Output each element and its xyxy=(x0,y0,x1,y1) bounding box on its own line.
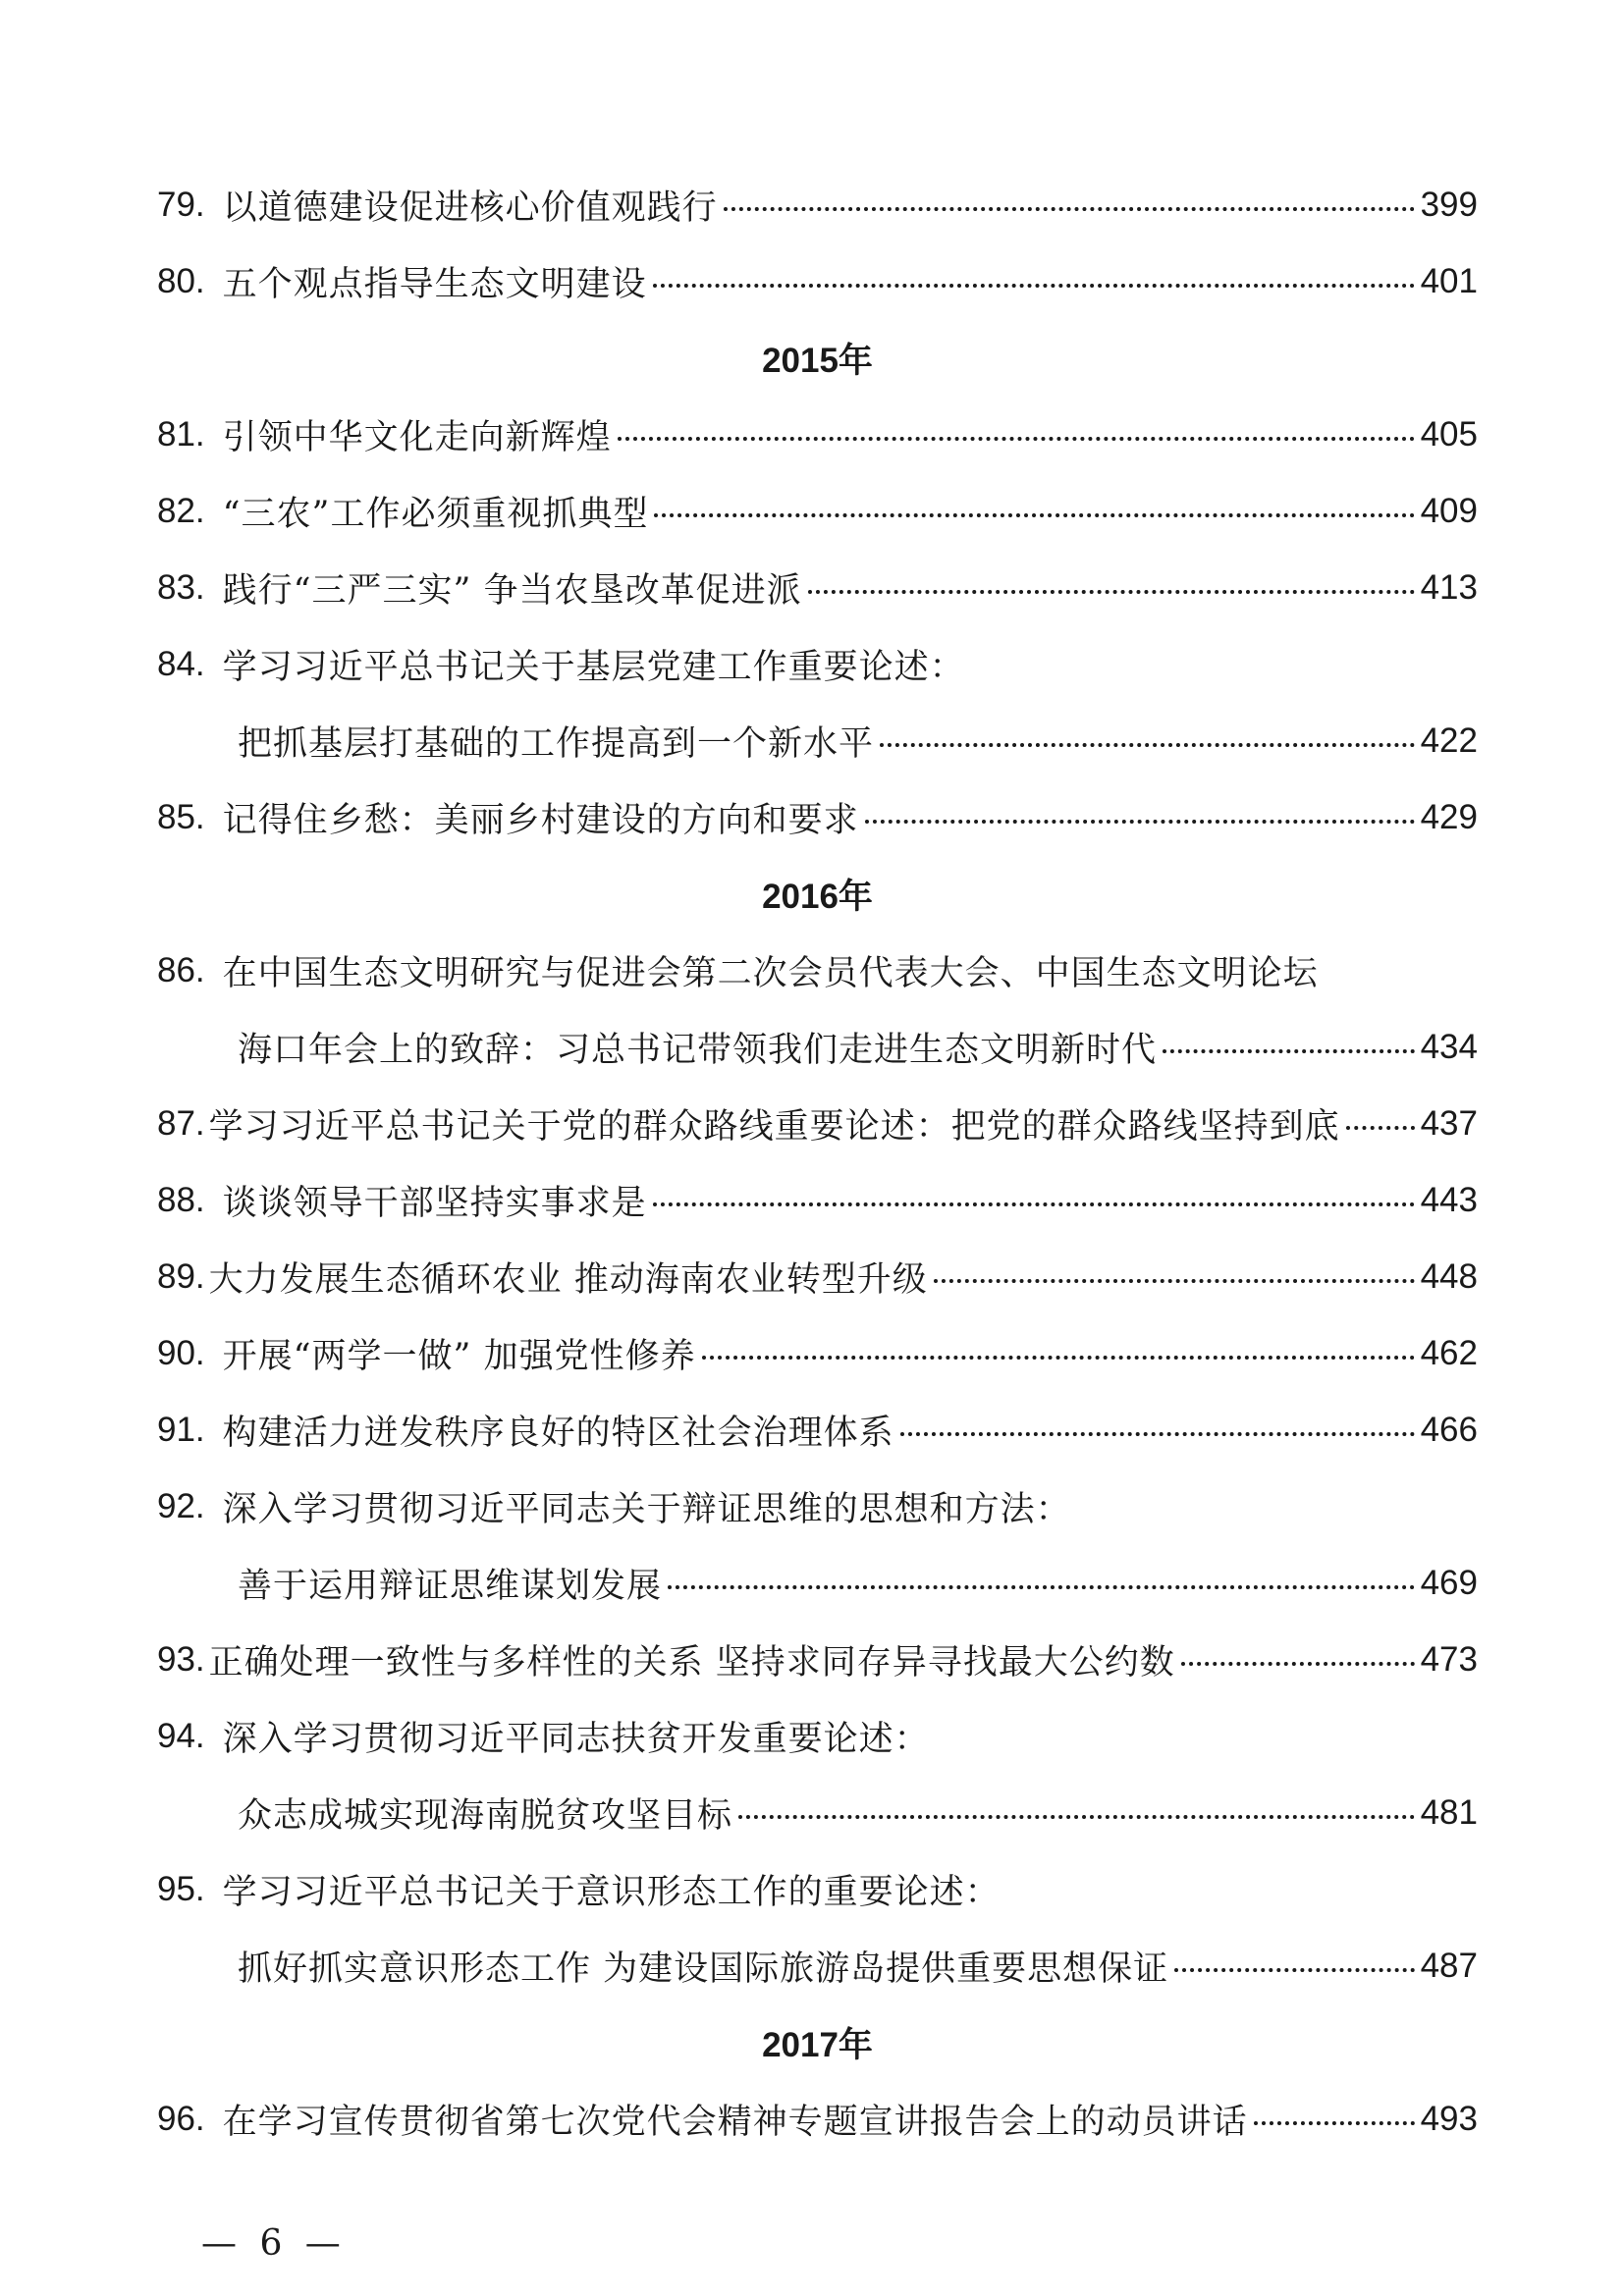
entry-page-number: 493 xyxy=(1420,2100,1478,2138)
entry-title: 学习习近平总书记关于党的群众路线重要论述：把党的群众路线坚持到底 xyxy=(208,1107,1340,1147)
entry-page-number: 473 xyxy=(1420,1640,1478,1679)
entry-title: 践行“三严三实” 争当农垦改革促进派 xyxy=(222,571,802,611)
entry-title: 开展“两学一做” 加强党性修养 xyxy=(222,1337,696,1376)
toc-entry[interactable] xyxy=(157,1162,1478,1239)
toc-entry[interactable] xyxy=(157,779,1478,856)
entry-number: 83. xyxy=(157,568,205,607)
entry-number: 88. xyxy=(157,1181,205,1219)
entry-number: 87. xyxy=(157,1104,205,1143)
dot-leader xyxy=(880,743,1415,747)
entry-page-number: 469 xyxy=(1420,1564,1478,1602)
toc-entry[interactable] xyxy=(157,397,1478,473)
entry-page-number: 437 xyxy=(1420,1104,1478,1143)
toc-entry[interactable] xyxy=(157,626,1478,703)
entry-title: 以道德建设促进核心价值观践行 xyxy=(222,188,718,228)
entry-page-number: 448 xyxy=(1420,1257,1478,1296)
toc-entry[interactable] xyxy=(157,1239,1478,1315)
toc-entry[interactable] xyxy=(157,473,1478,550)
entry-page-number: 481 xyxy=(1420,1793,1478,1832)
entry-number: 82. xyxy=(157,492,205,530)
dot-leader xyxy=(653,1202,1415,1206)
entry-number: 95. xyxy=(157,1870,205,1908)
toc-entry[interactable] xyxy=(157,1622,1478,1698)
entry-page-number: 429 xyxy=(1420,798,1478,836)
entry-number: 93. xyxy=(157,1640,205,1679)
toc-entry[interactable] xyxy=(157,933,1478,1009)
entry-title: 抓好抓实意识形态工作 为建设国际旅游岛提供重要思想保证 xyxy=(238,1949,1169,1989)
entry-title: 正确处理一致性与多样性的关系 坚持求同存异寻找最大公约数 xyxy=(208,1643,1175,1682)
toc-entry-continuation[interactable] xyxy=(157,1009,1478,1086)
entry-page-number: 399 xyxy=(1420,186,1478,224)
entry-title: 深入学习贯彻习近平同志关于辩证思维的思想和方法： xyxy=(222,1490,1071,1529)
toc-entry-continuation[interactable] xyxy=(157,1928,1478,2004)
year-heading: 2017年 xyxy=(762,2026,873,2064)
toc-entry[interactable] xyxy=(157,1698,1478,1775)
entry-number: 96. xyxy=(157,2100,205,2138)
dot-leader xyxy=(808,590,1415,594)
entry-title: 谈谈领导干部坚持实事求是 xyxy=(222,1184,647,1223)
dot-leader xyxy=(934,1279,1415,1283)
dot-leader xyxy=(618,437,1415,441)
entry-number: 79. xyxy=(157,186,205,224)
toc-entry-continuation[interactable] xyxy=(157,1545,1478,1622)
entry-title: 大力发展生态循环农业 推动海南农业转型升级 xyxy=(208,1260,928,1300)
entry-page-number: 434 xyxy=(1420,1028,1478,1066)
toc-entry[interactable] xyxy=(157,1468,1478,1545)
toc-entry[interactable] xyxy=(157,1392,1478,1468)
entry-title: 海口年会上的致辞：习总书记带领我们走进生态文明新时代 xyxy=(238,1031,1158,1070)
entry-number: 92. xyxy=(157,1487,205,1525)
dot-leader xyxy=(653,284,1415,288)
entry-number: 91. xyxy=(157,1411,205,1449)
toc-entry[interactable] xyxy=(157,1315,1478,1392)
entry-page-number: 401 xyxy=(1420,262,1478,300)
entry-page-number: 422 xyxy=(1420,721,1478,760)
entry-number: 86. xyxy=(157,951,205,989)
dot-leader xyxy=(738,1815,1415,1819)
entry-title: “三农”工作必须重视抓典型 xyxy=(222,495,649,534)
dot-leader xyxy=(668,1585,1415,1589)
dot-leader xyxy=(900,1432,1415,1436)
entry-number: 85. xyxy=(157,798,205,836)
entry-title: 善于运用辩证思维谋划发展 xyxy=(238,1567,663,1606)
toc-entry[interactable] xyxy=(157,167,1478,243)
entry-number: 81. xyxy=(157,415,205,454)
toc-entry[interactable] xyxy=(157,2081,1478,2158)
year-heading: 2016年 xyxy=(762,878,873,916)
dot-leader xyxy=(702,1356,1415,1360)
entry-title: 在中国生态文明研究与促进会第二次会员代表大会、中国生态文明论坛 xyxy=(222,954,1319,993)
toc-entry[interactable] xyxy=(157,1851,1478,1928)
toc-entry-continuation[interactable] xyxy=(157,703,1478,779)
entry-page-number: 413 xyxy=(1420,568,1478,607)
entry-page-number: 443 xyxy=(1420,1181,1478,1219)
entry-title: 五个观点指导生态文明建设 xyxy=(222,265,647,304)
entry-number: 94. xyxy=(157,1717,205,1755)
dot-leader xyxy=(1254,2121,1415,2125)
entry-title: 深入学习贯彻习近平同志扶贫开发重要论述： xyxy=(222,1720,930,1759)
entry-title: 构建活力迸发秩序良好的特区社会治理体系 xyxy=(222,1414,894,1453)
entry-title: 引领中华文化走向新辉煌 xyxy=(222,418,612,457)
entry-number: 90. xyxy=(157,1334,205,1372)
dot-leader xyxy=(1174,1968,1414,1972)
dot-leader xyxy=(1346,1126,1415,1130)
toc-entry[interactable] xyxy=(157,1086,1478,1162)
entry-title: 记得住乡愁：美丽乡村建设的方向和要求 xyxy=(222,801,859,840)
dot-leader xyxy=(654,513,1414,517)
dot-leader xyxy=(1163,1049,1415,1053)
toc-entry[interactable] xyxy=(157,550,1478,626)
entry-page-number: 462 xyxy=(1420,1334,1478,1372)
toc-entry[interactable] xyxy=(157,243,1478,320)
entry-title: 学习习近平总书记关于基层党建工作重要论述： xyxy=(222,648,965,687)
entry-number: 89. xyxy=(157,1257,205,1296)
dot-leader xyxy=(1181,1662,1415,1666)
dot-leader xyxy=(724,207,1415,211)
entry-page-number: 466 xyxy=(1420,1411,1478,1449)
entry-page-number: 487 xyxy=(1420,1947,1478,1985)
entry-number: 80. xyxy=(157,262,205,300)
entry-page-number: 409 xyxy=(1420,492,1478,530)
toc-entry-continuation[interactable] xyxy=(157,1775,1478,1851)
entry-number: 84. xyxy=(157,645,205,683)
year-heading: 2015年 xyxy=(762,342,873,380)
page-number: — 6 — xyxy=(201,2223,347,2264)
entry-title: 学习习近平总书记关于意识形态工作的重要论述： xyxy=(222,1873,1001,1912)
entry-title: 在学习宣传贯彻省第七次党代会精神专题宣讲报告会上的动员讲话 xyxy=(222,2103,1248,2142)
table-of-contents xyxy=(157,167,1478,2158)
entry-title: 众志成城实现海南脱贫攻坚目标 xyxy=(238,1796,733,1836)
entry-title: 把抓基层打基础的工作提高到一个新水平 xyxy=(238,724,875,764)
entry-page-number: 405 xyxy=(1420,415,1478,454)
dot-leader xyxy=(865,820,1415,824)
